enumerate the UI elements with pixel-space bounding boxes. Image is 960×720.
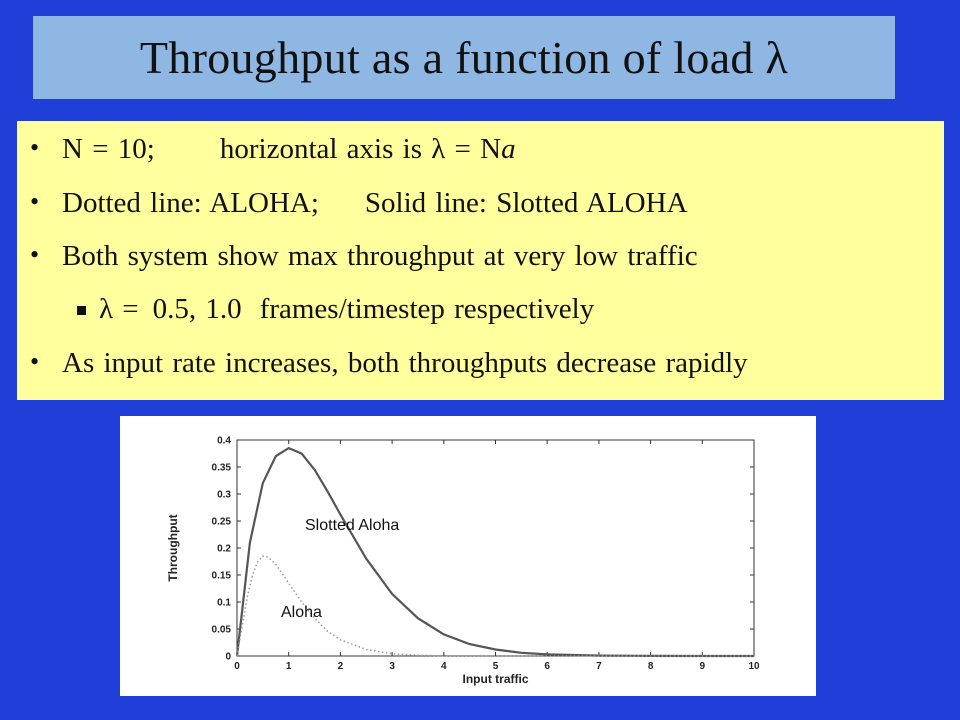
y-tick-label: 0.3 [217, 489, 231, 501]
y-tick-label: 0.25 [211, 516, 231, 528]
sub-bullet-text-a: λ = [99, 293, 139, 325]
title-banner [33, 16, 895, 99]
x-tick-label: 4 [441, 661, 447, 672]
x-tick-label: 5 [492, 661, 499, 672]
bullet-5-text: As input rate increases, both throughputs decrease rapidly [62, 347, 748, 379]
bullet-dot: • [30, 187, 40, 216]
bullet-3-text: Both system show max throughput at very low traffic [62, 240, 698, 272]
x-axis-title: Input traffic [462, 672, 529, 686]
x-tick-label: 10 [748, 661, 760, 672]
bullet-2-text-b: Solid line: Slotted ALOHA [364, 187, 688, 219]
x-tick-label: 0 [234, 661, 240, 672]
y-tick-label: 0.05 [211, 624, 231, 636]
sub-bullet-text-b: 0.5, 1.0 [152, 293, 242, 325]
bullet-dot: • [30, 133, 40, 162]
bullet-1-text-b: horizontal axis is λ = N [219, 133, 502, 165]
square-bullet-icon [77, 306, 86, 315]
bullet-dot: • [30, 347, 40, 376]
y-tick-label: 0.35 [211, 462, 231, 474]
bullet-1-text-a: N = 10; [62, 133, 155, 165]
bullet-2-text-a: Dotted line: ALOHA; [62, 187, 319, 219]
bullet-list [17, 121, 944, 400]
y-tick-label: 0.4 [217, 435, 231, 447]
bullet-1-italic: a [501, 133, 516, 165]
y-tick-label: 0.1 [217, 597, 231, 609]
x-tick-label: 1 [285, 661, 292, 672]
sub-bullet-text-c: frames/timestep respectively [259, 293, 595, 325]
x-tick-label: 3 [389, 661, 395, 672]
throughput-chart [120, 416, 816, 696]
x-tick-label: 9 [699, 661, 706, 672]
y-tick-label: 0.2 [217, 543, 231, 555]
plot-frame [237, 440, 754, 656]
x-tick-label: 8 [647, 661, 654, 672]
y-tick-label: 0.15 [211, 570, 231, 582]
annotation-aloha: Aloha [281, 604, 322, 621]
x-tick-label: 2 [337, 661, 344, 672]
chart-svg [120, 416, 816, 696]
x-tick-label: 7 [596, 661, 602, 672]
y-tick-label: 0 [225, 651, 231, 663]
x-tick-label: 6 [544, 661, 550, 672]
bullet-dot: • [30, 240, 40, 269]
annotation-slotted-aloha: Slotted Aloha [305, 517, 400, 534]
slide-title: Throughput as a function of load λ [139, 32, 789, 83]
slotted-aloha-series-line [237, 448, 754, 656]
y-axis-title: Throughput [166, 514, 180, 582]
